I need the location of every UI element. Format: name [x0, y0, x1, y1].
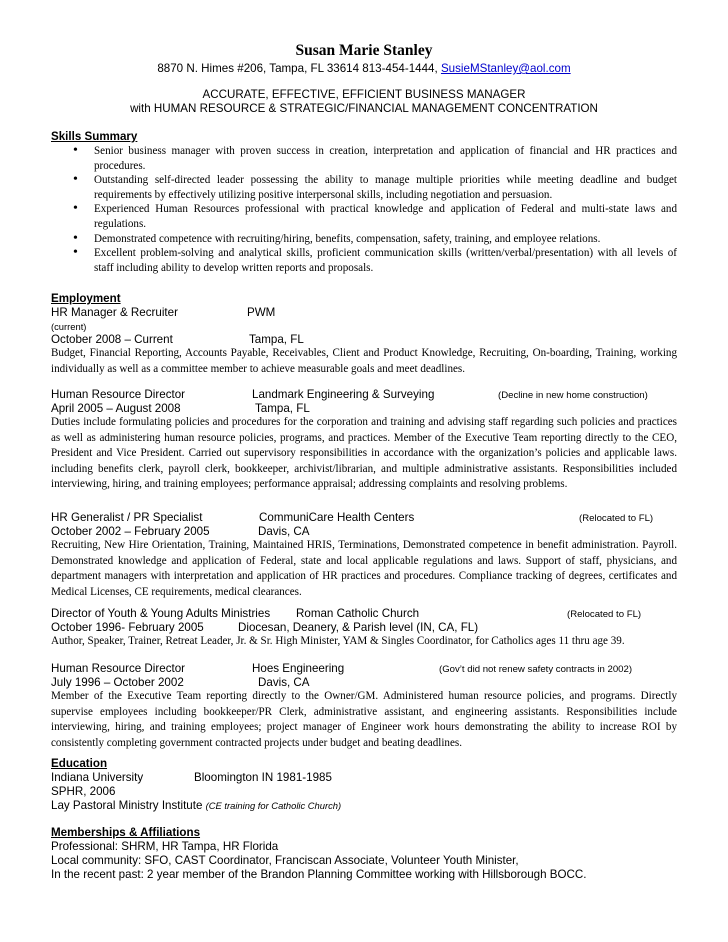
- job-dates: October 2002 – February 2005: [51, 525, 210, 538]
- job-company: PWM: [247, 306, 276, 319]
- job-title: HR Generalist / PR Specialist: [51, 511, 203, 524]
- education-certification: SPHR, 2006: [51, 785, 116, 798]
- tagline-secondary: with HUMAN RESOURCE & STRATEGIC/FINANCIAL MANAGEMENT CONCENTRATION: [130, 102, 598, 115]
- education-heading: Education: [51, 757, 108, 770]
- bullet-icon: •: [73, 172, 78, 188]
- skill-item: • Demonstrated competence with recruiting/hiring, benefits, compensation, safety, training, and employee relations.: [73, 230, 601, 246]
- job-dates: July 1996 – October 2002: [51, 676, 184, 689]
- skills-list: [51, 144, 677, 275]
- job-location: Davis, CA: [258, 676, 310, 689]
- education-school: Indiana University: [51, 771, 144, 784]
- job-description: Duties include formulating policies and procedures for the corporation and training and advising staff regarding such policies and practices as well as administering human resource policies, programs, and practices. Member of the Executive Team reporting directly to the CEO, President and Vice President. Carried out supervisory responsibilities in accordance with the organization’s policies and applicable laws. including benefits clerk, payroll clerk, bookkeeper, archivist/librarian, and multiple administrative assistants. Responsibilities included interviewing, hiring, and training employees; performance appraisal; addressing complaints and resolving problems.: [51, 416, 677, 490]
- membership-line: In the recent past: 2 year member of the Brandon Planning Committee working with Hillsborough BOCC.: [51, 868, 587, 881]
- institute-name: Lay Pastoral Ministry Institute: [51, 799, 206, 812]
- contact-line: [0, 62, 728, 75]
- job-description: Budget, Financial Reporting, Accounts Payable, Receivables, Client and Product Knowledge, Recruiting, On-boarding, Training, working individually as well as a committee member to achieve measurable goals and meet deadlines.: [51, 347, 677, 375]
- education-institute: [51, 799, 341, 813]
- job-dates: April 2005 – August 2008: [51, 402, 181, 415]
- job-description: Recruiting, New Hire Orientation, Training, Maintained HRIS, Terminations, Demonstrated competence in benefit administration. Payroll. Demonstrated knowledge and application of Federal, state and local applicable regulations and laws. Support of staff, physicians, and department managers with interpretation and application of HR practices and procedures. Compliance tracking of degrees, certificates and Medical Licenses, CE requirements, medical clearances.: [51, 539, 677, 598]
- job-dates: October 1996- February 2005: [51, 621, 204, 634]
- job-title: Human Resource Director: [51, 662, 186, 675]
- membership-line: Local community: SFO, CAST Coordinator, Franciscan Associate, Volunteer Youth Minister,: [51, 854, 519, 867]
- job-leave-note: (Gov’t did not renew safety contracts in 2002): [439, 664, 633, 675]
- job-location: Tampa, FL: [255, 402, 310, 415]
- skill-item: • Senior business manager with proven success in creation, interpretation and application of financial and HR practices and procedures.: [73, 143, 677, 172]
- email-link[interactable]: SusieMStanley@aol.com: [440, 62, 571, 75]
- job-description: Author, Speaker, Trainer, Retreat Leader, Jr. & Sr. High Minister, YAM & Singles Coordinator, for Catholics ages 11 thru age 39.: [51, 635, 625, 647]
- job-title: HR Manager & Recruiter: [51, 306, 178, 319]
- job-location: Tampa, FL: [249, 333, 304, 346]
- employment-heading: Employment: [51, 292, 121, 305]
- job-location: Diocesan, Deanery, & Parish level (IN, CA, FL): [238, 621, 479, 634]
- membership-line: Professional: SHRM, HR Tampa, HR Florida: [51, 840, 279, 853]
- resume-name: Susan Marie Stanley: [295, 42, 433, 59]
- job-company: Hoes Engineering: [252, 662, 345, 675]
- job-leave-note: (Relocated to FL): [567, 609, 642, 620]
- skill-item: • Outstanding self-directed leader possessing the ability to manage multiple priorities while meeting deadline and budget requirements by effectively utilizing positive interpersonal skills, including negotiation and persuasion.: [73, 172, 677, 201]
- memberships-heading: Memberships & Affiliations: [51, 826, 201, 839]
- job-title: Human Resource Director: [51, 388, 186, 401]
- job-dates: October 2008 – Current: [51, 333, 173, 346]
- address-phone: 8870 N. Himes #206, Tampa, FL 33614 813-454-1444,: [157, 62, 441, 75]
- institute-note: (CE training for Catholic Church): [205, 800, 342, 811]
- skills-heading: Skills Summary: [51, 130, 138, 143]
- job-current-tag: (current): [51, 321, 87, 332]
- bullet-icon: •: [73, 245, 78, 261]
- job-location: Davis, CA: [258, 525, 310, 538]
- job-description: Member of the Executive Team reporting directly to the Owner/GM. Administered human resource policies, and programs. Directly supervise employees including bookkeeper/PR Clerk, administrative assistant, and engineering assistants. Responsibilities include interviewing, hiring, and training employees; project manager of Engineer work hours demonstrating the ability to increase ROI by consistently completing government contracted projects under budget and beating deadlines.: [51, 690, 677, 749]
- skill-item: • Experienced Human Resources professional with practical knowledge and application of Federal and multi-state laws and regulations.: [73, 201, 677, 230]
- education-school-location: Bloomington IN 1981-1985: [194, 771, 332, 784]
- tagline-primary: ACCURATE, EFFECTIVE, EFFICIENT BUSINESS MANAGER: [202, 88, 526, 101]
- bullet-icon: •: [73, 143, 78, 158]
- job-leave-note: (Decline in new home construction): [498, 390, 648, 401]
- skill-item: • Excellent problem-solving and analytical skills, proficient communication skills (written/verbal/presentation) with all levels of staff including ability to develop written reports and proposals.: [73, 245, 677, 274]
- job-title: Director of Youth & Young Adults Ministries: [51, 607, 271, 620]
- bullet-icon: •: [73, 230, 78, 246]
- job-company: Roman Catholic Church: [296, 607, 420, 620]
- job-company: CommuniCare Health Centers: [259, 511, 415, 524]
- job-leave-note: (Relocated to FL): [579, 513, 654, 524]
- job-company: Landmark Engineering & Surveying: [252, 388, 435, 401]
- bullet-icon: •: [73, 201, 78, 217]
